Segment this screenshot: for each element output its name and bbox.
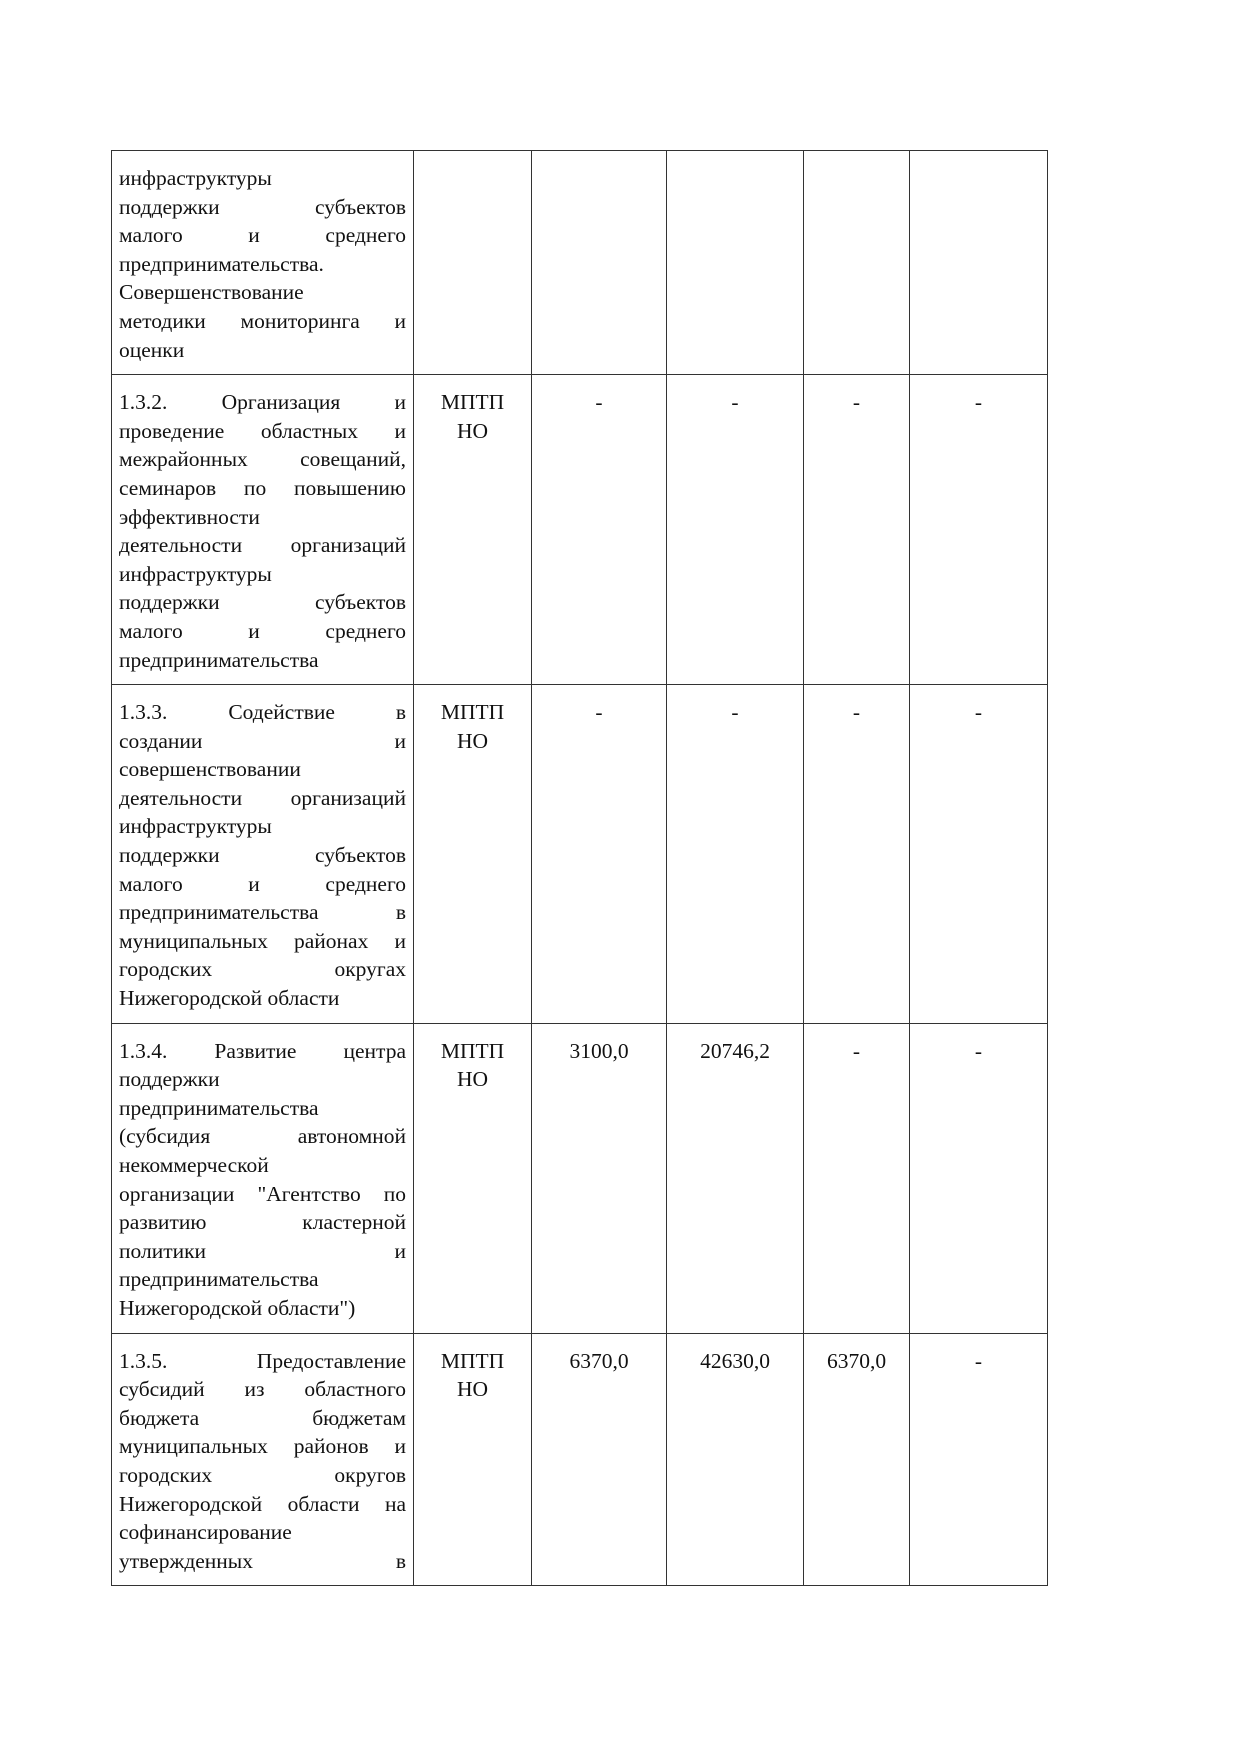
activity-name-line: 1.3.2. Организация и — [119, 390, 406, 415]
activity-name-line: субсидий из областного — [119, 1377, 406, 1402]
activity-name-line: некоммерческой — [119, 1153, 269, 1177]
activity-name-line: создании и — [119, 728, 406, 753]
value-4-cell — [910, 685, 1048, 1024]
value-1-cell — [532, 375, 667, 685]
activity-name-line: семинаров по повышению — [119, 475, 406, 500]
activity-name-line: бюджета бюджетам — [119, 1405, 406, 1430]
activity-name-line: 1.3.3. Содействие в — [119, 700, 406, 725]
activity-name-line: методики мониторинга и — [119, 308, 406, 333]
activity-name-line: предпринимательства — [119, 647, 319, 672]
value-3-cell — [804, 1023, 910, 1333]
value-1-text: - — [595, 390, 603, 415]
activity-name-line: предпринимательства — [119, 1095, 319, 1120]
value-2-cell — [667, 151, 804, 375]
value-4-cell — [910, 375, 1048, 685]
activity-name-cell — [112, 685, 414, 1024]
value-4-text: - — [974, 390, 983, 415]
value-2-text: 42630,0 — [700, 1348, 770, 1373]
value-1-text: - — [595, 700, 603, 725]
executor-text: МПТП НО — [440, 390, 505, 443]
value-2-cell — [667, 1023, 804, 1333]
executor-cell — [414, 375, 532, 685]
activity-name-line: софинансирование — [119, 1520, 292, 1545]
table-row — [112, 1333, 1048, 1586]
value-3-cell — [804, 375, 910, 685]
activity-name-line: инфраструктуры — [119, 814, 272, 839]
value-2-text: - — [731, 390, 739, 415]
activity-name-line: предпринимательства. — [119, 251, 324, 276]
value-2-text: 20746,2 — [700, 1038, 770, 1063]
table-row — [112, 1023, 1048, 1333]
executor-text: МПТП НО — [440, 1348, 505, 1402]
activity-name-line: поддержки — [119, 1067, 220, 1092]
value-1-cell — [532, 151, 667, 375]
activity-name-line: проведение областных и — [119, 418, 406, 443]
activity-name-line: организации "Агентство по — [119, 1181, 406, 1206]
executor-cell — [414, 1333, 532, 1586]
value-3-cell — [804, 685, 910, 1024]
activity-name-line: межрайонных совещаний, — [119, 447, 406, 472]
activity-name-line: малого и среднего — [119, 618, 406, 643]
activity-name-line: 1.3.4. Развитие центра — [119, 1038, 406, 1063]
value-2-cell — [667, 1333, 804, 1586]
value-1-cell — [532, 1023, 667, 1333]
activity-name-line: Нижегородской области — [119, 986, 340, 1011]
table-row — [112, 151, 1048, 375]
table-row — [112, 685, 1048, 1024]
value-4-cell — [910, 151, 1048, 375]
activity-name-cell — [112, 375, 414, 685]
activity-name-line: малого и среднего — [119, 223, 406, 248]
value-2-cell — [667, 375, 804, 685]
value-1-text: 3100,0 — [569, 1038, 629, 1063]
activity-name-cell — [112, 1023, 414, 1333]
value-3-text: - — [852, 700, 861, 725]
activity-name-line: политики и — [119, 1238, 406, 1263]
activity-name-line: развитию кластерной — [119, 1210, 406, 1235]
value-1-text: 6370,0 — [569, 1348, 629, 1373]
executor-text: МПТП НО — [440, 700, 505, 753]
activity-name-cell — [112, 1333, 414, 1586]
activity-name-line: эффективности — [119, 504, 260, 529]
value-4-text: - — [974, 700, 983, 725]
activity-name-line: предпринимательства в — [119, 900, 406, 925]
activity-name-line: поддержки субъектов — [119, 590, 406, 615]
table-body — [112, 151, 1048, 1586]
activity-name-line: утвержденных в — [119, 1548, 406, 1573]
value-3-text: - — [852, 390, 861, 415]
activity-name-line: городских округах — [119, 957, 406, 982]
executor-cell — [414, 685, 532, 1024]
activity-name-line: совершенствовании — [119, 757, 301, 782]
value-3-cell — [804, 151, 910, 375]
program-activities-table — [111, 150, 1048, 1586]
executor-text: МПТП НО — [440, 1038, 505, 1092]
activity-name-cell — [112, 151, 414, 375]
activity-name-line: деятельности организаций — [119, 785, 406, 810]
value-3-text: - — [852, 1038, 861, 1063]
activity-name-line: муниципальных районов и — [119, 1434, 406, 1459]
value-2-text: - — [731, 700, 739, 725]
value-3-cell — [804, 1333, 910, 1586]
value-1-cell — [532, 1333, 667, 1586]
value-1-cell — [532, 685, 667, 1024]
executor-cell — [414, 1023, 532, 1333]
table-row — [112, 375, 1048, 685]
activity-name-line: деятельности организаций — [119, 533, 406, 558]
activity-name-line: поддержки субъектов — [119, 194, 406, 219]
activity-name-line: Совершенствование — [119, 280, 304, 305]
activity-name-line: муниципальных районах и — [119, 928, 406, 953]
value-4-text: - — [974, 1038, 983, 1063]
activity-name-line: 1.3.5. Предоставление — [119, 1348, 406, 1373]
value-3-text: 6370,0 — [826, 1348, 887, 1373]
value-2-cell — [667, 685, 804, 1024]
activity-name-line: инфраструктуры — [119, 166, 272, 190]
activity-name-line: оценки — [119, 337, 185, 362]
activity-name-line: малого и среднего — [119, 871, 406, 896]
value-4-cell — [910, 1023, 1048, 1333]
activity-name-line: инфраструктуры — [119, 561, 272, 586]
activity-name-line: городских округов — [119, 1462, 406, 1487]
activity-name-line: Нижегородской области") — [119, 1295, 356, 1320]
activity-name-line: поддержки субъектов — [119, 843, 406, 868]
activity-name-line: предпринимательства — [119, 1267, 319, 1292]
value-4-cell — [910, 1333, 1048, 1586]
value-4-text: - — [974, 1348, 983, 1373]
activity-name-line: Нижегородской области на — [119, 1491, 406, 1516]
executor-cell — [414, 151, 532, 375]
activity-name-line: (субсидия автономной — [119, 1124, 406, 1149]
